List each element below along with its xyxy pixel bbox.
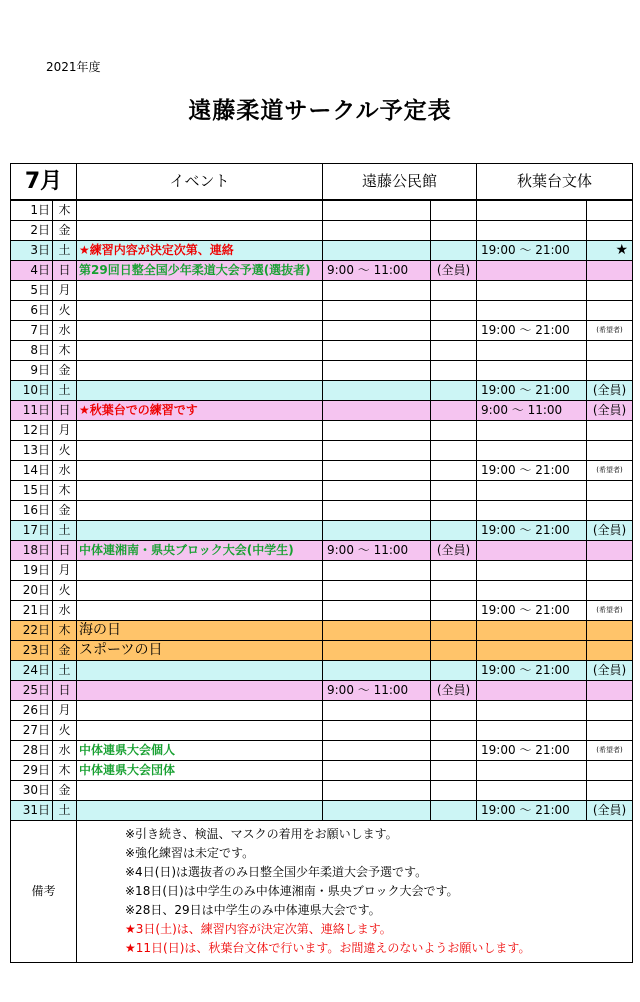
schedule-row (11, 601, 633, 621)
venue1-time-cell (323, 621, 431, 641)
venue2-time-cell (477, 641, 587, 661)
venue2-note-cell: (全員) (587, 521, 633, 541)
event-cell (77, 701, 323, 721)
venue2-time-cell (477, 541, 587, 561)
venue1-note-cell (431, 221, 477, 241)
venue2-note-cell (587, 621, 633, 641)
venue1-note-cell (431, 381, 477, 401)
venue1-note-cell (431, 321, 477, 341)
weekday-cell: 日 (53, 681, 77, 701)
schedule-row (11, 501, 633, 521)
schedule-row (11, 321, 633, 341)
day-cell: 31日 (11, 801, 53, 821)
weekday-cell: 火 (53, 721, 77, 741)
venue2-note-cell (587, 361, 633, 381)
venue2-time-cell: 19:00 ～ 21:00 (477, 321, 587, 341)
venue2-note-cell (587, 561, 633, 581)
venue2-note-cell (587, 481, 633, 501)
weekday-cell: 土 (53, 661, 77, 681)
day-cell: 15日 (11, 481, 53, 501)
event-cell (77, 381, 323, 401)
venue1-note-cell (431, 361, 477, 381)
event-cell: 中体連湘南・県央ブロック大会(中学生) (77, 541, 323, 561)
venue1-time-cell: 9:00 ～ 11:00 (323, 541, 431, 561)
schedule-row (11, 481, 633, 501)
day-cell: 26日 (11, 701, 53, 721)
day-cell: 6日 (11, 301, 53, 321)
day-cell: 19日 (11, 561, 53, 581)
event-cell (77, 441, 323, 461)
day-cell: 14日 (11, 461, 53, 481)
weekday-cell: 土 (53, 241, 77, 261)
venue1-time-cell (323, 281, 431, 301)
venue1-time-cell (323, 381, 431, 401)
weekday-cell: 月 (53, 561, 77, 581)
event-cell: ★秋葉台での練習です (77, 401, 323, 421)
venue2-note-cell (587, 581, 633, 601)
venue2-time-cell: 9:00 ～ 11:00 (477, 401, 587, 421)
venue1-time-cell (323, 561, 431, 581)
venue2-note-cell (587, 761, 633, 781)
remark-line: ※28日、29日は中学生のみ中体連県大会です。 (125, 903, 381, 917)
month-label: 7月 (11, 164, 77, 201)
day-cell: 23日 (11, 641, 53, 661)
schedule-table (10, 163, 633, 963)
schedule-row (11, 621, 633, 641)
venue1-time-cell (323, 461, 431, 481)
venue1-time-cell: 9:00 ～ 11:00 (323, 681, 431, 701)
schedule-row (11, 641, 633, 661)
weekday-cell: 水 (53, 741, 77, 761)
event-cell (77, 341, 323, 361)
venue1-time-cell (323, 741, 431, 761)
venue2-note-cell (587, 301, 633, 321)
schedule-row (11, 741, 633, 761)
weekday-cell: 木 (53, 481, 77, 501)
weekday-cell: 土 (53, 521, 77, 541)
venue1-time-cell (323, 601, 431, 621)
venue1-note-cell: (全員) (431, 541, 477, 561)
venue2-note-cell: (全員) (587, 801, 633, 821)
event-cell (77, 681, 323, 701)
schedule-row (11, 681, 633, 701)
venue2-time-cell (477, 721, 587, 741)
venue1-time-cell (323, 200, 431, 221)
day-cell: 8日 (11, 341, 53, 361)
remark-line: ※4日(日)は選抜者のみ日整全国少年柔道大会予選です。 (125, 865, 428, 879)
venue1-note-cell (431, 501, 477, 521)
day-cell: 28日 (11, 741, 53, 761)
event-cell (77, 421, 323, 441)
venue2-note-cell (587, 341, 633, 361)
day-cell: 20日 (11, 581, 53, 601)
venue2-time-cell (477, 761, 587, 781)
venue2-note-cell (587, 261, 633, 281)
day-cell: 30日 (11, 781, 53, 801)
event-cell (77, 501, 323, 521)
schedule-row (11, 241, 633, 261)
weekday-cell: 火 (53, 581, 77, 601)
weekday-cell: 金 (53, 781, 77, 801)
weekday-cell: 木 (53, 621, 77, 641)
event-cell (77, 221, 323, 241)
venue2-time-cell (477, 441, 587, 461)
venue2-note-cell (587, 701, 633, 721)
venue1-note-cell (431, 200, 477, 221)
day-cell: 17日 (11, 521, 53, 541)
venue2-time-cell: 19:00 ～ 21:00 (477, 661, 587, 681)
venue1-time-cell (323, 761, 431, 781)
venue1-note-cell (431, 561, 477, 581)
venue1-time-cell: 9:00 ～ 11:00 (323, 261, 431, 281)
schedule-row (11, 441, 633, 461)
remarks-row (11, 821, 633, 963)
venue2-note-cell (587, 781, 633, 801)
venue2-time-cell: 19:00 ～ 21:00 (477, 801, 587, 821)
venue1-time-cell (323, 521, 431, 541)
event-column-header: イベント (77, 164, 323, 201)
weekday-cell: 月 (53, 421, 77, 441)
event-cell (77, 301, 323, 321)
day-cell: 16日 (11, 501, 53, 521)
venue1-time-cell (323, 341, 431, 361)
venue2-time-cell (477, 281, 587, 301)
venue2-time-cell: 19:00 ～ 21:00 (477, 461, 587, 481)
venue1-note-cell (431, 421, 477, 441)
venue2-note-cell (587, 281, 633, 301)
venue1-note-cell (431, 301, 477, 321)
venue2-note-cell (587, 441, 633, 461)
schedule-row (11, 401, 633, 421)
weekday-cell: 水 (53, 461, 77, 481)
event-cell: ★練習内容が決定次第、連絡 (77, 241, 323, 261)
venue1-time-cell (323, 661, 431, 681)
day-cell: 1日 (11, 200, 53, 221)
event-cell: スポーツの日 (77, 641, 323, 661)
venue2-time-cell (477, 621, 587, 641)
fiscal-year: 2021年度 (46, 60, 101, 74)
venue1-note-cell (431, 761, 477, 781)
day-cell: 5日 (11, 281, 53, 301)
venue2-note-cell: (全員) (587, 661, 633, 681)
weekday-cell: 土 (53, 801, 77, 821)
day-cell: 7日 (11, 321, 53, 341)
venue1-time-cell (323, 801, 431, 821)
venue1-note-cell (431, 741, 477, 761)
event-cell (77, 581, 323, 601)
venue2-note-cell (587, 681, 633, 701)
schedule-row (11, 721, 633, 741)
venue1-time-cell (323, 481, 431, 501)
venue2-time-cell: 19:00 ～ 21:00 (477, 741, 587, 761)
remark-line: ★11日(日)は、秋葉台文体で行います。お間違えのないようお願いします。 (125, 941, 531, 955)
remarks-body (77, 821, 633, 963)
schedule-row (11, 541, 633, 561)
venue1-time-cell (323, 401, 431, 421)
venue1-note-cell (431, 641, 477, 661)
schedule-row (11, 381, 633, 401)
day-cell: 24日 (11, 661, 53, 681)
venue1-note-cell (431, 801, 477, 821)
venue2-time-cell (477, 261, 587, 281)
venue1-note-cell (431, 241, 477, 261)
weekday-cell: 金 (53, 641, 77, 661)
weekday-cell: 土 (53, 381, 77, 401)
day-cell: 25日 (11, 681, 53, 701)
weekday-cell: 火 (53, 441, 77, 461)
venue2-time-cell (477, 421, 587, 441)
schedule-row (11, 341, 633, 361)
event-cell: 中体連県大会団体 (77, 761, 323, 781)
event-cell (77, 361, 323, 381)
day-cell: 27日 (11, 721, 53, 741)
day-cell: 11日 (11, 401, 53, 421)
event-cell: 第29回日整全国少年柔道大会予選(選抜者) (77, 261, 323, 281)
venue2-time-cell (477, 781, 587, 801)
day-cell: 18日 (11, 541, 53, 561)
venue1-time-cell (323, 301, 431, 321)
venue1-time-cell (323, 441, 431, 461)
venue2-time-cell (477, 341, 587, 361)
venue2-note-cell: ★ (587, 241, 633, 261)
venue2-note-cell: (希望者) (587, 461, 633, 481)
venue1-column-header: 遠藤公民館 (323, 164, 477, 201)
venue2-note-cell (587, 221, 633, 241)
day-cell: 22日 (11, 621, 53, 641)
venue2-note-cell (587, 721, 633, 741)
weekday-cell: 日 (53, 261, 77, 281)
venue2-time-cell (477, 561, 587, 581)
venue1-note-cell (431, 781, 477, 801)
weekday-cell: 木 (53, 200, 77, 221)
venue1-time-cell (323, 721, 431, 741)
event-cell (77, 481, 323, 501)
venue2-note-cell: (希望者) (587, 601, 633, 621)
weekday-cell: 日 (53, 401, 77, 421)
day-cell: 12日 (11, 421, 53, 441)
venue2-time-cell: 19:00 ～ 21:00 (477, 601, 587, 621)
remarks-label: 備考 (11, 821, 77, 963)
venue2-time-cell (477, 681, 587, 701)
venue1-time-cell (323, 501, 431, 521)
venue1-time-cell (323, 361, 431, 381)
weekday-cell: 月 (53, 701, 77, 721)
venue1-note-cell (431, 441, 477, 461)
table-header-row (11, 164, 633, 201)
event-cell (77, 321, 323, 341)
venue1-note-cell (431, 461, 477, 481)
schedule-row (11, 581, 633, 601)
venue2-time-cell (477, 481, 587, 501)
venue1-note-cell (431, 281, 477, 301)
venue2-note-cell (587, 200, 633, 221)
venue2-note-cell (587, 501, 633, 521)
weekday-cell: 金 (53, 221, 77, 241)
schedule-row (11, 781, 633, 801)
venue2-time-cell (477, 301, 587, 321)
schedule-row (11, 421, 633, 441)
day-cell: 3日 (11, 241, 53, 261)
remark-line: ※18日(日)は中学生のみ中体連湘南・県央ブロック大会です。 (125, 884, 459, 898)
weekday-cell: 火 (53, 301, 77, 321)
venue1-time-cell (323, 321, 431, 341)
day-cell: 4日 (11, 261, 53, 281)
venue2-time-cell (477, 581, 587, 601)
day-cell: 2日 (11, 221, 53, 241)
schedule-row (11, 801, 633, 821)
venue1-time-cell (323, 701, 431, 721)
weekday-cell: 金 (53, 501, 77, 521)
venue1-note-cell (431, 481, 477, 501)
day-cell: 21日 (11, 601, 53, 621)
venue1-time-cell (323, 221, 431, 241)
schedule-row (11, 200, 633, 221)
venue2-note-cell (587, 641, 633, 661)
venue2-time-cell: 19:00 ～ 21:00 (477, 521, 587, 541)
event-cell: 中体連県大会個人 (77, 741, 323, 761)
venue1-note-cell: (全員) (431, 261, 477, 281)
schedule-row (11, 301, 633, 321)
venue2-time-cell: 19:00 ～ 21:00 (477, 381, 587, 401)
venue1-note-cell (431, 601, 477, 621)
venue2-note-cell (587, 421, 633, 441)
weekday-cell: 水 (53, 601, 77, 621)
schedule-row (11, 701, 633, 721)
venue2-time-cell (477, 701, 587, 721)
venue1-note-cell (431, 721, 477, 741)
venue1-note-cell (431, 581, 477, 601)
weekday-cell: 木 (53, 761, 77, 781)
weekday-cell: 金 (53, 361, 77, 381)
remark-line: ★3日(土)は、練習内容が決定次第、連絡します。 (125, 922, 392, 936)
venue2-time-cell (477, 361, 587, 381)
day-cell: 13日 (11, 441, 53, 461)
venue2-note-cell: (全員) (587, 381, 633, 401)
venue1-note-cell (431, 401, 477, 421)
event-cell (77, 721, 323, 741)
venue2-note-cell (587, 541, 633, 561)
venue1-time-cell (323, 641, 431, 661)
schedule-row (11, 661, 633, 681)
venue1-note-cell (431, 661, 477, 681)
schedule-row (11, 361, 633, 381)
venue2-column-header: 秋葉台文体 (477, 164, 633, 201)
venue2-time-cell: 19:00 ～ 21:00 (477, 241, 587, 261)
page-title: 遠藤柔道サークル予定表 (188, 98, 452, 124)
venue1-time-cell (323, 581, 431, 601)
venue2-note-cell: (全員) (587, 401, 633, 421)
venue2-note-cell: (希望者) (587, 321, 633, 341)
event-cell (77, 661, 323, 681)
event-cell (77, 781, 323, 801)
day-cell: 9日 (11, 361, 53, 381)
event-cell (77, 461, 323, 481)
weekday-cell: 水 (53, 321, 77, 341)
remark-line: ※引き続き、検温、マスクの着用をお願いします。 (125, 827, 398, 841)
venue1-time-cell (323, 421, 431, 441)
venue1-note-cell: (全員) (431, 681, 477, 701)
event-cell: 海の日 (77, 621, 323, 641)
venue1-note-cell (431, 341, 477, 361)
event-cell (77, 281, 323, 301)
venue1-time-cell (323, 781, 431, 801)
day-cell: 29日 (11, 761, 53, 781)
event-cell (77, 200, 323, 221)
event-cell (77, 561, 323, 581)
venue1-note-cell (431, 701, 477, 721)
event-cell (77, 521, 323, 541)
schedule-row (11, 221, 633, 241)
venue2-time-cell (477, 221, 587, 241)
schedule-row (11, 261, 633, 281)
schedule-row (11, 761, 633, 781)
venue2-note-cell: (希望者) (587, 741, 633, 761)
weekday-cell: 月 (53, 281, 77, 301)
weekday-cell: 日 (53, 541, 77, 561)
remark-line: ※強化練習は未定です。 (125, 846, 255, 860)
venue1-note-cell (431, 621, 477, 641)
venue2-time-cell (477, 501, 587, 521)
schedule-row (11, 521, 633, 541)
weekday-cell: 木 (53, 341, 77, 361)
schedule-row (11, 561, 633, 581)
day-cell: 10日 (11, 381, 53, 401)
event-cell (77, 801, 323, 821)
schedule-row (11, 461, 633, 481)
venue1-time-cell (323, 241, 431, 261)
event-cell (77, 601, 323, 621)
venue2-time-cell (477, 200, 587, 221)
schedule-row (11, 281, 633, 301)
venue1-note-cell (431, 521, 477, 541)
